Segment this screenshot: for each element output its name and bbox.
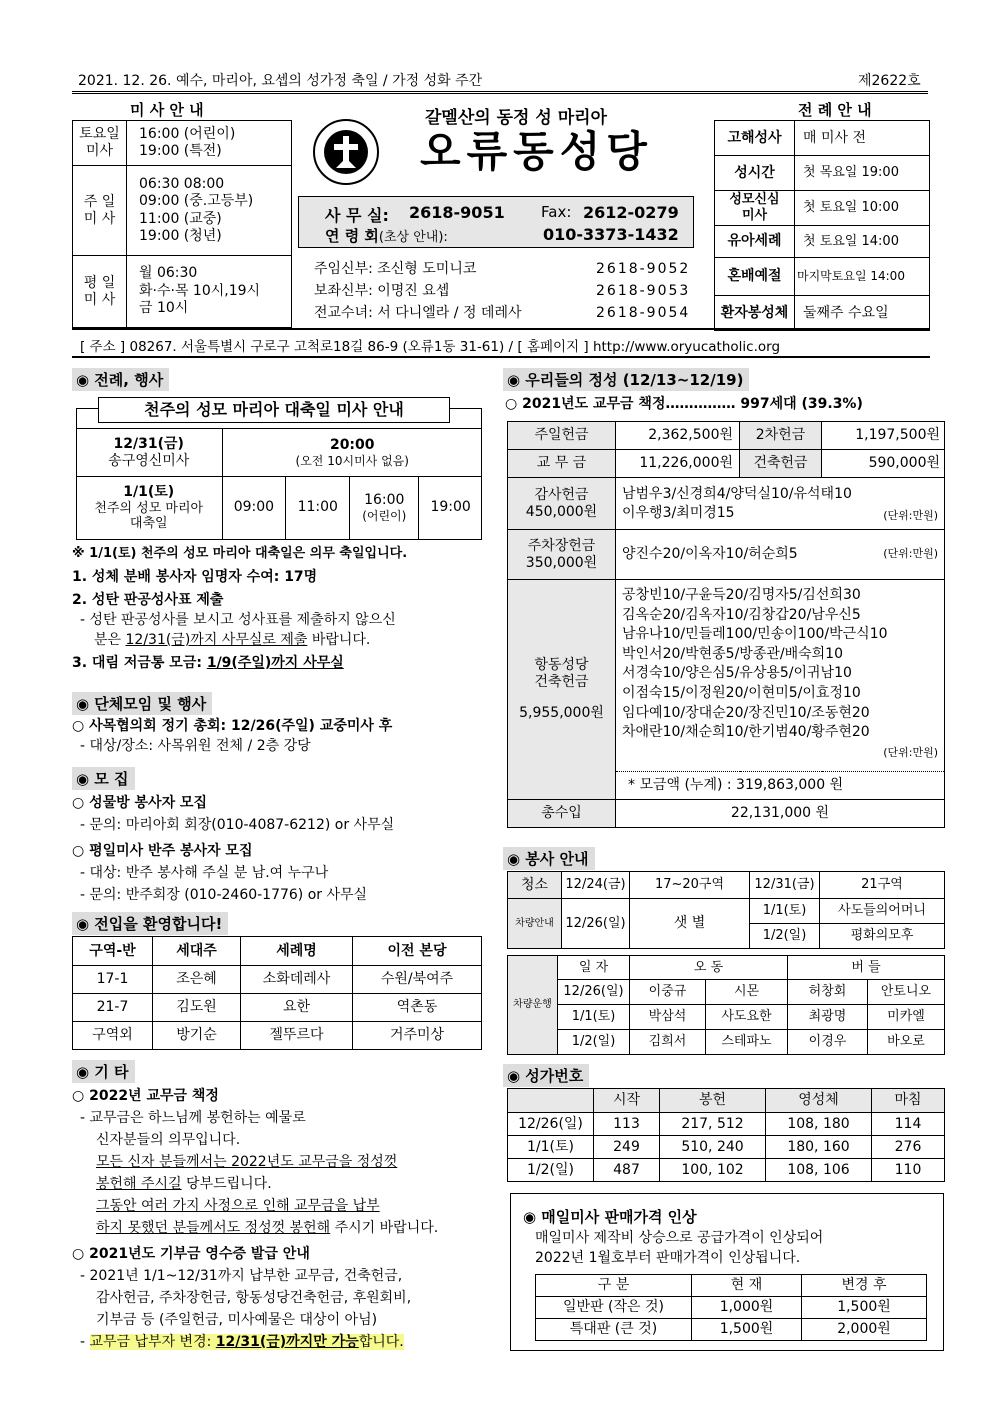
mass-times: 16:00 (어린이) 19:00 (특전) xyxy=(127,121,292,166)
service-label: 청소 xyxy=(508,872,562,899)
liturgy-label: 유아세례 xyxy=(715,226,795,258)
issue-number: 제2622호 xyxy=(858,73,921,89)
cell: 박삼석 xyxy=(630,1005,706,1030)
cell: 1,500원 xyxy=(802,1297,927,1319)
parish-name: 오류동성당 xyxy=(420,127,653,176)
feast-time: 19:00 xyxy=(419,477,482,539)
item-3-deadline: 1/9(주일)까지 사무실 xyxy=(206,655,344,671)
offering-label: 항동성당 xyxy=(534,657,589,674)
cell: 108, 180 xyxy=(766,1113,872,1136)
offering-amount: 350,000원 xyxy=(525,554,598,571)
mass-times: 06:30 08:00 09:00 (중.고등부) 11:00 (교중) 19:00 (청년) xyxy=(127,166,292,256)
welcome-header: 구역-반 xyxy=(73,937,153,966)
item-2: 2. 성탄 판공성사표 제출 xyxy=(72,592,224,608)
section-etc: ◉ 기 타 xyxy=(72,1060,135,1083)
section-hymns: ◉ 성가번호 xyxy=(503,1064,589,1087)
office-phone: 2618-9051 xyxy=(409,203,505,222)
unit-note: (단위:만원) xyxy=(883,547,938,560)
feast-r1-name: 송구영신미사 xyxy=(108,452,190,469)
offering-label: 건축헌금 xyxy=(740,450,822,478)
cell: 오 동 xyxy=(630,956,788,980)
cell: 12/31(금) xyxy=(750,872,820,899)
offering-label: 2차헌금 xyxy=(740,422,822,450)
etc-1-detail: - 교무금은 하느님께 봉헌하는 예물로 xyxy=(80,1110,306,1126)
cell: 바오로 xyxy=(868,1030,945,1055)
table-row xyxy=(536,1297,927,1319)
cell: 276 xyxy=(872,1136,945,1159)
feast-table xyxy=(76,428,482,539)
cell: 510, 240 xyxy=(660,1136,766,1159)
offering-table xyxy=(507,421,945,828)
etc-2-highlight: 합니다. xyxy=(358,1334,404,1350)
meeting-1: ○ 사목협의회 정기 총회: 12/26(주일) 교중미사 후 xyxy=(72,718,393,734)
cell: 조은혜 xyxy=(153,966,241,994)
staff-phones xyxy=(596,258,690,324)
table-row xyxy=(508,1136,945,1159)
cell: 구역외 xyxy=(73,1022,153,1050)
cell: 샛 별 xyxy=(630,899,750,949)
welcome-header: 이전 본당 xyxy=(353,937,482,966)
etc-1-detail: 모든 신자 분들께서는 2022년도 교무금을 정성껏 xyxy=(96,1154,398,1170)
price-header: 현 재 xyxy=(692,1275,802,1297)
cell: 12/26(일) xyxy=(558,980,630,1005)
feast-box-title: 천주의 성모 마리아 대축일 미사 안내 xyxy=(98,397,450,423)
liturgy-label: 성시간 xyxy=(715,156,795,191)
liturgy-guide-table xyxy=(714,120,930,331)
table-row xyxy=(508,1005,945,1030)
table-row xyxy=(508,1113,945,1136)
cell: 12/24(금) xyxy=(562,872,630,899)
price-table xyxy=(535,1274,927,1341)
unit-note: (단위:만원) xyxy=(883,745,938,759)
staff-role: 주임신부: 조신형 도미니코 xyxy=(314,261,477,277)
hymn-header xyxy=(508,1089,594,1113)
section-service: ◉ 봉사 안내 xyxy=(503,847,595,870)
staff-phone: 2618-9052 xyxy=(596,261,691,277)
cell: 12/26(일) xyxy=(562,899,630,949)
cell: 버 들 xyxy=(788,956,945,980)
offering-label: 총수입 xyxy=(508,800,616,828)
staff-phone: 2618-9054 xyxy=(596,305,691,321)
cell: 114 xyxy=(872,1113,945,1136)
council-phone: 010-3373-1432 xyxy=(543,225,679,244)
welcome-table xyxy=(72,936,482,1050)
cell: 108, 106 xyxy=(766,1159,872,1182)
offering-label: 주일헌금 xyxy=(508,422,616,450)
cell: 일 자 xyxy=(558,956,630,980)
recruit-2-detail: - 문의: 반주회장 (010-2460-1776) or 사무실 xyxy=(80,887,368,903)
table-row xyxy=(536,1319,927,1341)
staff-list xyxy=(314,258,522,324)
cell: 1/1(토) xyxy=(750,899,820,924)
etc-1-detail: 하지 못했던 분들께서도 정성껏 봉헌해 xyxy=(96,1220,331,1236)
thanks-names: 이우행3/최미경15 xyxy=(622,504,735,521)
cell: 평화의모후 xyxy=(820,924,945,949)
price-box xyxy=(510,1193,944,1351)
cell: 젤뚜르다 xyxy=(241,1022,353,1050)
cell: 안토니오 xyxy=(868,980,945,1005)
cell: 1/2(일) xyxy=(750,924,820,949)
offering-amount: 5,955,000원 xyxy=(519,704,604,721)
total-income: 22,131,000 원 xyxy=(616,800,945,828)
cell: 수원/북여주 xyxy=(353,966,482,994)
cell: 김희서 xyxy=(630,1030,706,1055)
liturgy-value: 매 미사 전 xyxy=(795,121,930,156)
welcome-header: 세대주 xyxy=(153,937,241,966)
item-3: 3. 대림 저금통 모금: xyxy=(72,655,207,671)
cell: 1/2(일) xyxy=(558,1030,630,1055)
hangdong-names: 김옥순20/김옥자10/김창갑20/남우신5 xyxy=(622,606,861,623)
offering-label: 건축헌금 xyxy=(534,674,589,691)
item-2-deadline: 12/31(금)까지 사무실로 제출 xyxy=(125,632,308,648)
cell: 최광명 xyxy=(788,1005,868,1030)
cell: 방기순 xyxy=(153,1022,241,1050)
feast-time: 09:00 xyxy=(222,477,286,539)
feast-r2-date: 1/1(토) xyxy=(123,483,175,500)
liturgy-value: 둘째주 수요일 xyxy=(795,296,930,331)
cell: 역촌동 xyxy=(353,994,482,1022)
feast-note: ※ 1/1(토) 천주의 성모 마리아 대축일은 의무 축일입니다. xyxy=(72,546,408,561)
fax-number: 2612-0279 xyxy=(583,203,679,222)
service-label: 차량안내 xyxy=(508,899,562,949)
parish-subtitle: 갈멜산의 동정 성 마리아 xyxy=(425,108,607,128)
section-recruit: ◉ 모 집 xyxy=(72,767,135,790)
cell: 12/26(일) xyxy=(508,1113,594,1136)
feast-time: 16:00 xyxy=(364,492,405,509)
liturgy-label: 성모신심 미사 xyxy=(715,191,795,226)
section-offerings: ◉ 우리들의 정성 (12/13~12/19) xyxy=(503,368,749,391)
thanks-names: 남범우3/신경희4/양덕실10/유석태10 xyxy=(622,485,852,502)
etc-1-detail: 그동안 여러 가지 사정으로 인해 교무금을 납부 xyxy=(96,1198,380,1214)
table-row xyxy=(73,1022,482,1050)
feast-r1-time: 20:00 xyxy=(329,436,375,453)
hymn-header: 마침 xyxy=(872,1089,945,1113)
driving-table xyxy=(507,955,945,1055)
cell: 1/1(토) xyxy=(558,1005,630,1030)
hangdong-names: 이점숙15/이정원20/이현미5/이효정10 xyxy=(622,684,861,701)
cell: 17~20구역 xyxy=(630,872,750,899)
cell: 100, 102 xyxy=(660,1159,766,1182)
cell: 거주미상 xyxy=(353,1022,482,1050)
cell: 487 xyxy=(594,1159,660,1182)
cell: 김도원 xyxy=(153,994,241,1022)
etc-2-detail: 감사헌금, 주차장헌금, 항동성당건축헌금, 후원회비, xyxy=(96,1290,412,1306)
liturgy-label: 혼배예절 xyxy=(715,258,795,296)
section-liturgy-events: ◉ 전례, 행사 xyxy=(72,368,169,391)
staff-role: 전교수녀: 서 다니엘라 / 정 데레사 xyxy=(314,305,522,321)
recruit-1: ○ 성물방 봉사자 모집 xyxy=(72,795,208,811)
cell: 사도요한 xyxy=(706,1005,788,1030)
cell: 특대판 (큰 것) xyxy=(536,1319,692,1341)
address-line: [ 주소 ] 08267. 서울특별시 구로구 고척로18길 86-9 (오류1동 31-61) / [ 홈페이지 ] http://www.oryucatholic.org xyxy=(80,339,781,355)
cell: 1,000원 xyxy=(692,1297,802,1319)
section-welcome: ◉ 전입을 환영합니다! xyxy=(72,912,228,935)
date-line: 2021. 12. 26. 예수, 마리아, 요셉의 성가정 축일 / 가정 성화 주간 xyxy=(78,73,483,89)
offering-label: 주차장헌금 xyxy=(527,537,596,554)
price-detail: 매일미사 제작비 상승으로 공급가격이 인상되어 xyxy=(535,1230,824,1246)
table-row xyxy=(508,1030,945,1055)
offering-amount: 450,000원 xyxy=(525,503,598,520)
recruit-2: ○ 평일미사 반주 봉사자 모집 xyxy=(72,843,253,859)
hymn-header: 봉헌 xyxy=(660,1089,766,1113)
cumulative-total: * 모금액 (누계) : 319,863,000 원 xyxy=(616,772,945,800)
service-table xyxy=(507,871,945,949)
etc-1: ○ 2022년 교무금 책정 xyxy=(72,1088,219,1104)
feast-r1-note: (오전 10시미사 없음) xyxy=(295,453,409,468)
tithe-note: ○ 2021년도 교무금 책정…………… 997세대 (39.3%) xyxy=(505,396,863,412)
feast-r2-name: 천주의 성모 마리아 대축일 xyxy=(94,500,204,532)
mass-label: 토요일 미사 xyxy=(73,121,127,166)
staff-phone: 2618-9053 xyxy=(596,283,691,299)
hymn-table xyxy=(507,1088,945,1182)
etc-2-detail: 기부금 등 (주일헌금, 미사예물은 대상이 아님) xyxy=(96,1312,378,1328)
cell: 17-1 xyxy=(73,966,153,994)
cell: 소화데레사 xyxy=(241,966,353,994)
cell: 1/2(일) xyxy=(508,1159,594,1182)
liturgy-guide-title: 전 례 안 내 xyxy=(798,101,872,119)
cell: 1,500원 xyxy=(692,1319,802,1341)
cell: 이중규 xyxy=(630,980,706,1005)
hymn-header: 시작 xyxy=(594,1089,660,1113)
table-row xyxy=(73,994,482,1022)
table-row xyxy=(508,1159,945,1182)
office-label: 사 무 실: xyxy=(325,206,389,225)
item-2-detail: 바랍니다. xyxy=(307,632,371,648)
cell: 217, 512 xyxy=(660,1113,766,1136)
mass-times: 월 06:30 화·수·목 10시,19시 금 10시 xyxy=(127,256,292,328)
cell: 21구역 xyxy=(820,872,945,899)
etc-2: ○ 2021년도 기부금 영수증 발급 안내 xyxy=(72,1246,310,1262)
price-header: 구 분 xyxy=(536,1275,692,1297)
hangdong-names: 박인서20/박현종5/방종관/배숙희10 xyxy=(622,645,843,662)
recruit-1-detail: - 문의: 마리아회 회장(010-4087-6212) or 사무실 xyxy=(80,817,395,833)
etc-1-detail: 봉헌해 주시길 xyxy=(96,1176,182,1192)
cell: 21-7 xyxy=(73,994,153,1022)
mass-label: 평 일 미 사 xyxy=(73,256,127,328)
item-2-detail: 분은 xyxy=(94,632,126,648)
feast-r1-date: 12/31(금) xyxy=(113,435,184,452)
hangdong-names: 임다예10/장대순20/장진민10/조동현20 xyxy=(622,704,870,721)
liturgy-label: 고해성사 xyxy=(715,121,795,156)
liturgy-value: 첫 토요일 10:00 xyxy=(795,191,930,226)
cell: 이경우 xyxy=(788,1030,868,1055)
table-row xyxy=(73,966,482,994)
liturgy-value: 첫 목요일 19:00 xyxy=(795,156,930,191)
left-column xyxy=(72,368,487,391)
table-row xyxy=(508,980,945,1005)
cell: 허창회 xyxy=(788,980,868,1005)
meeting-1-detail: - 대상/장소: 사목위원 전체 / 2층 강당 xyxy=(80,738,311,754)
etc-2-highlight: 교무금 납부자 변경: xyxy=(89,1334,216,1350)
mass-guide-title: 미 사 안 내 xyxy=(130,101,204,119)
liturgy-value: 첫 토요일 14:00 xyxy=(795,226,930,258)
cell: 사도들의어머니 xyxy=(820,899,945,924)
recruit-2-detail: - 대상: 반주 봉사해 주실 분 남.여 누구나 xyxy=(80,865,329,881)
etc-1-detail: 신자분들의 의무입니다. xyxy=(96,1132,241,1148)
hangdong-names: 서경숙10/양은심5/유상용5/이귀남10 xyxy=(622,665,852,682)
cell: 스테파노 xyxy=(706,1030,788,1055)
item-2-detail: - 성탄 판공성사를 보시고 성사표를 제출하지 않으신 xyxy=(80,612,396,628)
council-label: 연 령 회 xyxy=(325,227,379,245)
cell: 249 xyxy=(594,1136,660,1159)
cell: 113 xyxy=(594,1113,660,1136)
price-title: ◉ 매일미사 판매가격 인상 xyxy=(523,1208,697,1226)
feast-time-note: (어린이) xyxy=(362,508,407,523)
offering-label: 교 무 금 xyxy=(508,450,616,478)
unit-note: (단위:만원) xyxy=(883,508,938,522)
hangdong-names: 차애란10/채순희10/한기범40/황주현20 xyxy=(622,724,870,741)
cell: 1/1(토) xyxy=(508,1136,594,1159)
offering-amount: 590,000원 xyxy=(822,450,945,478)
mass-guide-table xyxy=(72,120,292,328)
liturgy-value: 마지막토요일 14:00 xyxy=(795,258,930,296)
cell: 미카엘 xyxy=(868,1005,945,1030)
mass-label: 주 일 미 사 xyxy=(73,166,127,256)
offering-amount: 1,197,500원 xyxy=(822,422,945,450)
cell: 요한 xyxy=(241,994,353,1022)
cell: 일반판 (작은 것) xyxy=(536,1297,692,1319)
liturgy-label: 환자봉성체 xyxy=(715,296,795,331)
etc-1-detail: 당부드립니다. xyxy=(181,1176,272,1192)
cell: 시몬 xyxy=(706,980,788,1005)
etc-2-deadline: 12/31(금)까지만 가능 xyxy=(215,1334,359,1350)
parking-names: 양진수20/이옥자10/허순희5 xyxy=(622,546,798,563)
hangdong-names: 남유나10/민들레100/민송이100/박근식10 xyxy=(622,626,888,643)
staff-role: 보좌신부: 이명진 요셉 xyxy=(314,283,450,299)
parish-seal xyxy=(312,118,380,186)
price-header: 변경 후 xyxy=(802,1275,927,1297)
hymn-header: 영성체 xyxy=(766,1089,872,1113)
cell: 110 xyxy=(872,1159,945,1182)
office-box xyxy=(298,196,694,248)
offering-label: 감사헌금 xyxy=(534,486,589,503)
offering-amount: 11,226,000원 xyxy=(616,450,740,478)
item-1: 1. 성체 분배 봉사자 임명자 수여: 17명 xyxy=(72,569,318,585)
feast-time: 11:00 xyxy=(286,477,350,539)
price-detail: 2022년 1월호부터 판매가격이 인상됩니다. xyxy=(535,1250,801,1266)
welcome-header: 세례명 xyxy=(241,937,353,966)
fax-label: Fax: xyxy=(541,203,572,221)
cell: 2,000원 xyxy=(802,1319,927,1341)
offering-amount: 2,362,500원 xyxy=(616,422,740,450)
section-groups: ◉ 단체모임 및 행사 xyxy=(72,692,212,715)
etc-2-detail: - 2021년 1/1~12/31까지 납부한 교무금, 건축헌금, xyxy=(80,1268,403,1284)
hangdong-names: 공창빈10/구윤득20/김명자5/김선희30 xyxy=(622,587,861,603)
etc-1-detail: 주시기 바랍니다. xyxy=(330,1220,439,1236)
council-note: (초상 안내): xyxy=(378,230,448,245)
service-label: 차량운행 xyxy=(508,956,558,1055)
cell: 180, 160 xyxy=(766,1136,872,1159)
